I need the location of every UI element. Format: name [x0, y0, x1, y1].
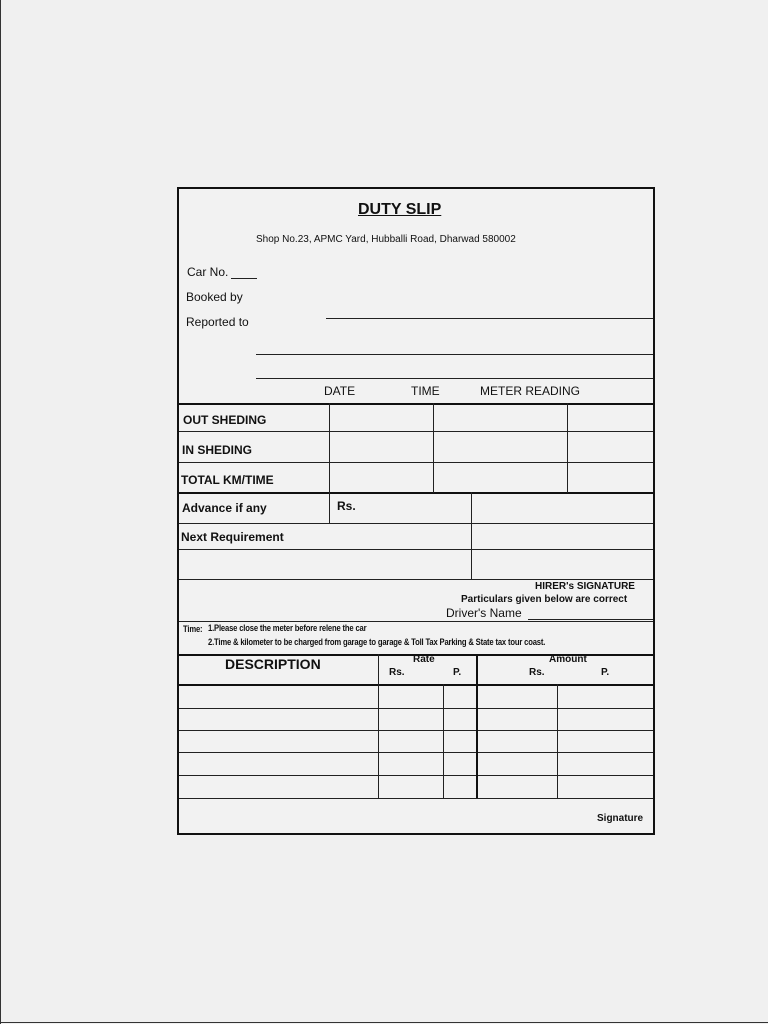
- booked-by-field[interactable]: [326, 318, 653, 319]
- amount-p-header: P.: [601, 667, 610, 678]
- total-time-cell[interactable]: [434, 463, 566, 492]
- divider: [179, 579, 653, 580]
- next-requirement-label: Next Requirement: [181, 530, 284, 544]
- in-sheding-label: IN SHEDING: [182, 443, 253, 457]
- divider: [179, 752, 653, 753]
- next-requirement-field[interactable]: [180, 550, 470, 579]
- out-meter-cell[interactable]: [568, 404, 652, 431]
- divider: [179, 621, 653, 622]
- rate-rs-header: Rs.: [389, 667, 405, 678]
- divider: [179, 775, 653, 776]
- description-header: DESCRIPTION: [225, 656, 321, 672]
- amount-rs-header: Rs.: [529, 667, 545, 678]
- advance-label: Advance if any: [182, 501, 267, 515]
- divider: [179, 523, 653, 524]
- divider: [329, 492, 330, 523]
- divider: [471, 492, 472, 579]
- divider: [378, 654, 379, 798]
- meter-reading-column-header: METER READING: [480, 384, 581, 398]
- car-no-label: Car No.: [187, 265, 229, 279]
- duty-slip-form: [177, 187, 655, 835]
- in-meter-cell[interactable]: [568, 432, 652, 462]
- in-time-cell[interactable]: [434, 432, 566, 462]
- in-date-cell[interactable]: [330, 432, 432, 462]
- total-meter-cell[interactable]: [568, 463, 652, 492]
- divider: [557, 684, 558, 798]
- divider: [476, 654, 478, 798]
- divider: [443, 684, 444, 798]
- divider: [179, 684, 653, 686]
- time-label: Time:: [183, 624, 203, 634]
- advance-rs-label: Rs.: [337, 499, 356, 513]
- divider: [179, 708, 653, 709]
- note-1: 1.Please close the meter before relene the car: [208, 623, 367, 633]
- out-sheding-label: OUT SHEDING: [183, 413, 267, 427]
- car-no-field[interactable]: [231, 278, 257, 279]
- page-edge: [0, 0, 1, 1024]
- amount-header: Amount: [549, 654, 587, 665]
- rate-p-header: P.: [453, 667, 462, 678]
- hirer-signature-label: HIRER's SIGNATURE: [535, 581, 635, 592]
- advance-amount-field[interactable]: [347, 493, 469, 522]
- out-time-cell[interactable]: [434, 404, 566, 431]
- divider: [179, 798, 653, 799]
- note-2: 2.Time & kilometer to be charged from garage to garage & Toll Tax Parking & State tax tour coast.: [208, 637, 546, 647]
- total-date-cell[interactable]: [330, 463, 432, 492]
- page-edge: [0, 1022, 768, 1023]
- divider: [179, 730, 653, 731]
- time-column-header: TIME: [411, 384, 440, 398]
- drivers-name-label: Driver's Name: [446, 606, 522, 620]
- reported-to-field-line2[interactable]: [256, 378, 653, 379]
- date-column-header: DATE: [324, 384, 356, 398]
- booked-by-label: Booked by: [186, 290, 243, 304]
- total-km-time-label: TOTAL KM/TIME: [181, 473, 274, 487]
- reported-to-field[interactable]: [256, 354, 653, 355]
- rate-header: Rate: [413, 654, 435, 665]
- particulars-note: Particulars given below are correct: [461, 594, 628, 605]
- out-date-cell[interactable]: [330, 404, 432, 431]
- reported-to-label: Reported to: [186, 315, 249, 329]
- signature-label: Signature: [597, 813, 644, 824]
- shop-address: Shop No.23, APMC Yard, Hubballi Road, Dharwad 580002: [256, 234, 516, 245]
- form-title: DUTY SLIP: [358, 201, 442, 218]
- drivers-name-field[interactable]: [528, 619, 653, 620]
